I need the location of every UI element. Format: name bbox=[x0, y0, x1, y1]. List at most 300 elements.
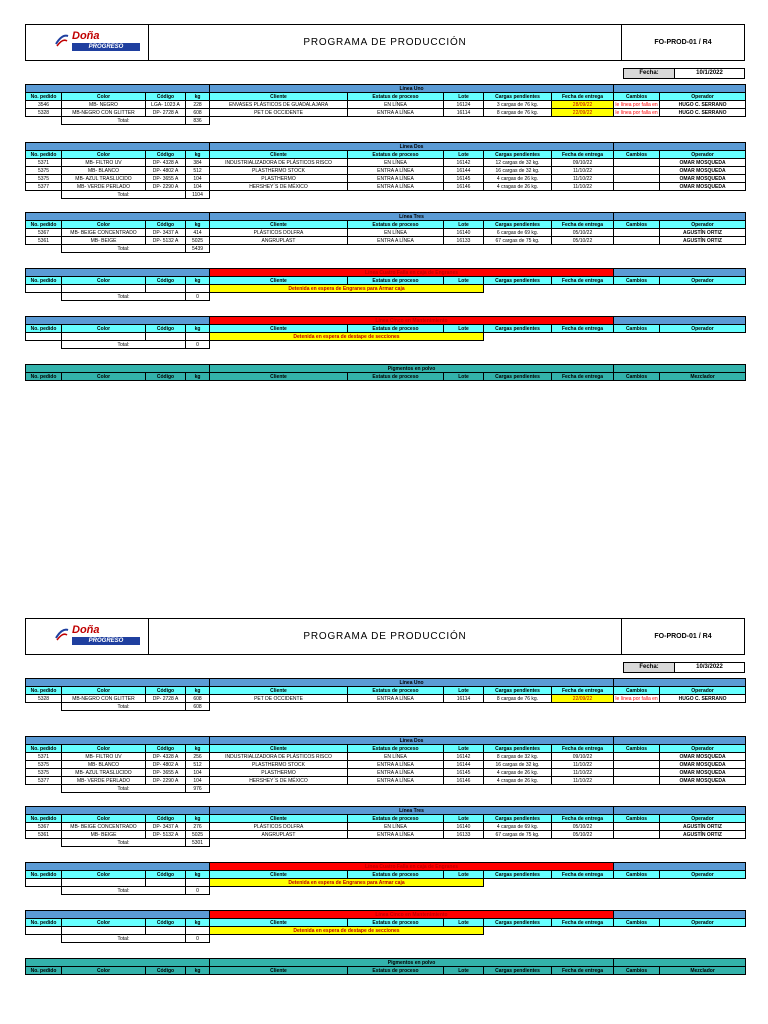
section-title: Pigmentos en polvo bbox=[210, 959, 614, 967]
column-header: Cambios bbox=[614, 325, 660, 333]
table-cell: HUGO C. SERRANO bbox=[660, 101, 746, 109]
table-cell bbox=[614, 175, 660, 183]
table-cell bbox=[614, 167, 660, 175]
date-label: Fecha: bbox=[624, 663, 675, 672]
table-cell: 12 cargas de 32 kg. bbox=[484, 159, 552, 167]
table-cell: HERSHEY´S DE MÉXICO bbox=[210, 777, 348, 785]
table-cell: 104 bbox=[186, 175, 210, 183]
table-row[interactable] bbox=[26, 229, 746, 237]
date-box bbox=[623, 68, 745, 79]
column-header: Fecha de entrega bbox=[552, 325, 614, 333]
table-cell: ANGRUPLAST bbox=[210, 237, 348, 245]
table-cell: DP- 3437 A bbox=[146, 823, 186, 831]
table-cell bbox=[614, 237, 660, 245]
linea-dos-table bbox=[25, 142, 746, 199]
total-value: 0 bbox=[186, 341, 210, 349]
table-cell: 608 bbox=[186, 109, 210, 117]
report-page bbox=[0, 0, 768, 385]
column-header: Estatus de proceso bbox=[348, 151, 444, 159]
column-header: Operador bbox=[660, 815, 746, 823]
table-cell: 8 cargas de 32 kg. bbox=[484, 753, 552, 761]
table-cell bbox=[614, 777, 660, 785]
table-cell: 05/10/22 bbox=[552, 237, 614, 245]
company-logo bbox=[26, 619, 149, 654]
table-cell bbox=[614, 831, 660, 839]
column-header: Código bbox=[146, 919, 186, 927]
table-cell: DP- 4802 A bbox=[146, 761, 186, 769]
pigmentos-table bbox=[25, 958, 746, 975]
table-row[interactable] bbox=[26, 101, 746, 109]
table-row[interactable] bbox=[26, 183, 746, 191]
total-row bbox=[26, 117, 746, 125]
table-cell: 5367 bbox=[26, 229, 62, 237]
section-band bbox=[26, 365, 746, 373]
total-value: 0 bbox=[186, 887, 210, 895]
table-row[interactable] bbox=[26, 777, 746, 785]
table-cell: HUGO C. SERRANO bbox=[660, 109, 746, 117]
column-header: Operador bbox=[660, 277, 746, 285]
column-header: Cargas pendientes bbox=[484, 687, 552, 695]
column-header: No. pedido bbox=[26, 815, 62, 823]
table-cell: OMAR MOSQUEDA bbox=[660, 769, 746, 777]
table-cell: AGUSTÍN ORTIZ bbox=[660, 831, 746, 839]
table-cell: 5375 bbox=[26, 167, 62, 175]
total-value: 5301 bbox=[186, 839, 210, 847]
linea-dos-table bbox=[25, 736, 746, 793]
table-cell: 4 cargas de 26 kg. bbox=[484, 175, 552, 183]
table-cell: 09/10/22 bbox=[552, 753, 614, 761]
company-logo bbox=[26, 25, 149, 60]
table-cell: HUGO C. SERRANO bbox=[660, 695, 746, 703]
column-header: Cargas pendientes bbox=[484, 93, 552, 101]
column-header: Lote bbox=[444, 871, 484, 879]
table-cell: 28/09/22 bbox=[552, 101, 614, 109]
table-row[interactable] bbox=[26, 167, 746, 175]
table-cell: MB- AZUL TRASLUCIDO bbox=[62, 175, 146, 183]
column-header: Mezclador bbox=[660, 967, 746, 975]
table-cell: 67 cargas de 75 kg. bbox=[484, 237, 552, 245]
column-header: Color bbox=[62, 687, 146, 695]
total-row bbox=[26, 245, 746, 253]
linea-uno-table bbox=[25, 84, 746, 125]
logo-name: Doña bbox=[72, 30, 100, 42]
column-header-row bbox=[26, 93, 746, 101]
section-band bbox=[26, 959, 746, 967]
table-cell: 5328 bbox=[26, 695, 62, 703]
total-row bbox=[26, 785, 746, 793]
table-cell: PET DE OCCIDENTE bbox=[210, 109, 348, 117]
table-cell: 5025 bbox=[186, 237, 210, 245]
table-cell: 5361 bbox=[26, 237, 62, 245]
column-header-row bbox=[26, 815, 746, 823]
table-cell: ENTRA A LÍNEA bbox=[348, 769, 444, 777]
table-row[interactable] bbox=[26, 823, 746, 831]
total-label: Total: bbox=[62, 703, 186, 711]
report-header bbox=[25, 618, 745, 655]
column-header: Lote bbox=[444, 325, 484, 333]
table-cell: 4 cargas de 26 kg. bbox=[484, 769, 552, 777]
column-header: kg bbox=[186, 919, 210, 927]
total-label: Total: bbox=[62, 935, 186, 943]
table-cell: 16140 bbox=[444, 823, 484, 831]
column-header: Cambios bbox=[614, 277, 660, 285]
column-header: Cambios bbox=[614, 687, 660, 695]
table-cell: ENTRA A LÍNEA bbox=[348, 695, 444, 703]
table-cell: 512 bbox=[186, 167, 210, 175]
section-title: Línea Cinco en Mantenimiento bbox=[210, 317, 614, 325]
section-band bbox=[26, 213, 746, 221]
table-cell: DP- 3655 A bbox=[146, 175, 186, 183]
table-cell: 5371 bbox=[26, 753, 62, 761]
section-title: Línea Cuatro Falla en caja de Engranes bbox=[210, 269, 614, 277]
table-cell: 384 bbox=[186, 159, 210, 167]
section-band bbox=[26, 317, 746, 325]
column-header-row bbox=[26, 277, 746, 285]
page-title: PROGRAMA DE PRODUCCIÓN bbox=[149, 25, 622, 60]
total-label: Total: bbox=[62, 839, 186, 847]
column-header: Cliente bbox=[210, 325, 348, 333]
column-header: Fecha de entrega bbox=[552, 221, 614, 229]
table-cell: 67 cargas de 75 kg. bbox=[484, 831, 552, 839]
table-cell: 5377 bbox=[26, 777, 62, 785]
table-cell: DP- 2728 A bbox=[146, 695, 186, 703]
table-cell bbox=[614, 183, 660, 191]
column-header: Cliente bbox=[210, 815, 348, 823]
table-cell: 104 bbox=[186, 777, 210, 785]
total-value: 0 bbox=[186, 293, 210, 301]
column-header: Operador bbox=[660, 151, 746, 159]
section-band bbox=[26, 911, 746, 919]
column-header: No. pedido bbox=[26, 871, 62, 879]
table-row[interactable] bbox=[26, 879, 746, 887]
column-header: Cargas pendientes bbox=[484, 815, 552, 823]
table-cell: INDUSTRIALIZADORA DE PLÁSTICOS RISCO bbox=[210, 753, 348, 761]
table-cell: DP- 2290 A bbox=[146, 777, 186, 785]
column-header: Código bbox=[146, 745, 186, 753]
section-title: Línea Cuatro Falla en caja de Engranes bbox=[210, 863, 614, 871]
table-cell bbox=[614, 769, 660, 777]
table-cell: 05/10/22 bbox=[552, 831, 614, 839]
column-header: Cambios bbox=[614, 745, 660, 753]
table-cell: 16145 bbox=[444, 175, 484, 183]
table-cell: 4 cragas de 26 kg. bbox=[484, 183, 552, 191]
table-cell: 256 bbox=[186, 753, 210, 761]
section-band bbox=[26, 863, 746, 871]
table-cell: 22/09/22 bbox=[552, 695, 614, 703]
column-header: Lote bbox=[444, 919, 484, 927]
table-cell: ENTRA A LÍNEA bbox=[348, 831, 444, 839]
table-cell: OMAR MOSQUEDA bbox=[660, 753, 746, 761]
table-cell: ENTRA A LÍNEA bbox=[348, 777, 444, 785]
table-cell: 16146 bbox=[444, 183, 484, 191]
column-header: Cliente bbox=[210, 93, 348, 101]
table-cell: 228 bbox=[186, 101, 210, 109]
table-cell: DP- 2290 A bbox=[146, 183, 186, 191]
column-header: Lote bbox=[444, 151, 484, 159]
table-cell: ENTRA A LÍNEA bbox=[348, 175, 444, 183]
table-cell: 16144 bbox=[444, 167, 484, 175]
column-header: Cargas pendientes bbox=[484, 919, 552, 927]
column-header-row bbox=[26, 151, 746, 159]
column-header: kg bbox=[186, 967, 210, 975]
table-cell: AGUSTÍN ORTIZ bbox=[660, 823, 746, 831]
column-header: Cargas pendientes bbox=[484, 325, 552, 333]
column-header: Operador bbox=[660, 325, 746, 333]
column-header: No. pedido bbox=[26, 967, 62, 975]
column-header: Lote bbox=[444, 277, 484, 285]
table-cell: 5377 bbox=[26, 183, 62, 191]
column-header: Operador bbox=[660, 93, 746, 101]
column-header: Fecha de entrega bbox=[552, 815, 614, 823]
column-header: Código bbox=[146, 373, 186, 381]
section-band bbox=[26, 143, 746, 151]
column-header: Color bbox=[62, 919, 146, 927]
total-row bbox=[26, 935, 746, 943]
total-value: 976 bbox=[186, 785, 210, 793]
table-row[interactable] bbox=[26, 333, 746, 341]
column-header: Fecha de entrega bbox=[552, 277, 614, 285]
column-header-row bbox=[26, 745, 746, 753]
section-band bbox=[26, 679, 746, 687]
table-cell: MB- BEIGE CONCENTRADO bbox=[62, 823, 146, 831]
column-header: Estatus de proceso bbox=[348, 325, 444, 333]
column-header-row bbox=[26, 325, 746, 333]
column-header: kg bbox=[186, 687, 210, 695]
linea-tres-table bbox=[25, 212, 746, 253]
table-cell: EN LÍNEA bbox=[348, 159, 444, 167]
column-header: kg bbox=[186, 815, 210, 823]
table-cell: 3 cargas de 76 kg. bbox=[484, 101, 552, 109]
status-note: Detenida en espera de destape de secciones bbox=[210, 333, 484, 341]
table-cell: 11/10/22 bbox=[552, 175, 614, 183]
table-row[interactable] bbox=[26, 927, 746, 935]
table-cell: DP- 5132 A bbox=[146, 237, 186, 245]
table-cell: 11/10/22 bbox=[552, 167, 614, 175]
report-page bbox=[0, 594, 768, 979]
table-cell: 512 bbox=[186, 761, 210, 769]
column-header-row bbox=[26, 919, 746, 927]
status-note: Detenida en espera de Engranes para Armar caja bbox=[210, 285, 484, 293]
total-value: 0 bbox=[186, 935, 210, 943]
table-cell: MB-NEGRO CON GLITTER bbox=[62, 695, 146, 703]
table-cell: AGUSTÍN ORTIZ bbox=[660, 237, 746, 245]
table-cell: AGUSTÍN ORTIZ bbox=[660, 229, 746, 237]
table-cell: 414 bbox=[186, 229, 210, 237]
column-header: Cliente bbox=[210, 221, 348, 229]
table-cell: DP- 3655 A bbox=[146, 769, 186, 777]
column-header: kg bbox=[186, 93, 210, 101]
table-cell: ENTRA A LÍNEA bbox=[348, 237, 444, 245]
total-value: 1104 bbox=[186, 191, 210, 199]
column-header: Código bbox=[146, 151, 186, 159]
column-header: kg bbox=[186, 373, 210, 381]
total-row bbox=[26, 191, 746, 199]
table-cell: OMAR MOSQUEDA bbox=[660, 175, 746, 183]
column-header: Cambios bbox=[614, 221, 660, 229]
column-header: Estatus de proceso bbox=[348, 93, 444, 101]
column-header: Código bbox=[146, 815, 186, 823]
total-label: Total: bbox=[62, 191, 186, 199]
column-header: kg bbox=[186, 221, 210, 229]
total-value: 608 bbox=[186, 703, 210, 711]
table-cell: LGA- 1023 A bbox=[146, 101, 186, 109]
total-label: Total: bbox=[62, 887, 186, 895]
column-header: Lote bbox=[444, 687, 484, 695]
table-cell: 5367 bbox=[26, 823, 62, 831]
column-header: Color bbox=[62, 871, 146, 879]
column-header: kg bbox=[186, 871, 210, 879]
column-header: Color bbox=[62, 151, 146, 159]
column-header: Fecha de entrega bbox=[552, 871, 614, 879]
column-header: Fecha de entrega bbox=[552, 967, 614, 975]
table-cell: EN LÍNEA bbox=[348, 753, 444, 761]
table-cell: DP- 4328 A bbox=[146, 159, 186, 167]
column-header: No. pedido bbox=[26, 277, 62, 285]
table-cell bbox=[614, 159, 660, 167]
section-title: Línea Dos bbox=[210, 143, 614, 151]
table-cell: PLÁSTICOS DOLFRA bbox=[210, 229, 348, 237]
table-cell: 16144 bbox=[444, 761, 484, 769]
linea-cuatro-table bbox=[25, 268, 746, 301]
table-cell: MB- AZUL TRASLUCIDO bbox=[62, 769, 146, 777]
column-header: Operador bbox=[660, 745, 746, 753]
column-header: Cargas pendientes bbox=[484, 745, 552, 753]
table-cell: 5025 bbox=[186, 831, 210, 839]
table-cell: 5375 bbox=[26, 175, 62, 183]
table-cell: 16146 bbox=[444, 777, 484, 785]
table-cell: 104 bbox=[186, 183, 210, 191]
column-header: Estatus de proceso bbox=[348, 919, 444, 927]
section-band bbox=[26, 807, 746, 815]
page-title: PROGRAMA DE PRODUCCIÓN bbox=[149, 619, 622, 654]
column-header: Estatus de proceso bbox=[348, 871, 444, 879]
column-header: Fecha de entrega bbox=[552, 919, 614, 927]
table-cell: 4 cargas de 69 kg. bbox=[484, 823, 552, 831]
column-header: kg bbox=[186, 325, 210, 333]
table-cell: 11/10/22 bbox=[552, 761, 614, 769]
table-row[interactable] bbox=[26, 109, 746, 117]
column-header: Estatus de proceso bbox=[348, 815, 444, 823]
table-cell: HERSHEY´S DE MÉXICO bbox=[210, 183, 348, 191]
table-row[interactable] bbox=[26, 831, 746, 839]
section-band bbox=[26, 269, 746, 277]
column-header: kg bbox=[186, 745, 210, 753]
date-value[interactable]: 10/3/2022 bbox=[696, 664, 723, 670]
linea-cinco-table bbox=[25, 910, 746, 943]
column-header: Código bbox=[146, 967, 186, 975]
linea-uno-table bbox=[25, 678, 746, 711]
table-cell: EN LÍNEA bbox=[348, 101, 444, 109]
column-header: No. pedido bbox=[26, 93, 62, 101]
document-code: FO-PROD-01 / R4 bbox=[654, 39, 712, 46]
column-header: Cambios bbox=[614, 93, 660, 101]
table-cell: DP- 4802 A bbox=[146, 167, 186, 175]
column-header: Cambios bbox=[614, 373, 660, 381]
column-header: Código bbox=[146, 221, 186, 229]
table-cell: PLASTHERMO bbox=[210, 175, 348, 183]
table-cell: MB- BEIGE CONCENTRADO bbox=[62, 229, 146, 237]
table-cell: MB- NEGRO bbox=[62, 101, 146, 109]
table-cell: le línea por falla en bbox=[615, 101, 658, 108]
table-cell: PLÁSTICOS DOLFRA bbox=[210, 823, 348, 831]
section-title: Línea Dos bbox=[210, 737, 614, 745]
table-row[interactable] bbox=[26, 769, 746, 777]
column-header: Estatus de proceso bbox=[348, 745, 444, 753]
column-header: No. pedido bbox=[26, 151, 62, 159]
table-cell: INDUSTRIALIZADORA DE PLÁSTICOS RISCO bbox=[210, 159, 348, 167]
section-title: Línea Tres bbox=[210, 213, 614, 221]
table-cell: 8 cargas de 76 kg. bbox=[484, 109, 552, 117]
table-cell: DP- 2728 A bbox=[146, 109, 186, 117]
table-cell: 5361 bbox=[26, 831, 62, 839]
table-cell: 11/10/22 bbox=[552, 777, 614, 785]
table-cell: PET DE OCCIDENTE bbox=[210, 695, 348, 703]
column-header: Operador bbox=[660, 919, 746, 927]
table-cell: MB- FILTRO UV bbox=[62, 159, 146, 167]
table-cell: 6 cargas de 69 kg. bbox=[484, 229, 552, 237]
table-cell: MB- VERDE PERLADO bbox=[62, 183, 146, 191]
column-header: Cargas pendientes bbox=[484, 967, 552, 975]
total-label: Total: bbox=[62, 293, 186, 301]
column-header: kg bbox=[186, 277, 210, 285]
table-cell: 5328 bbox=[26, 109, 62, 117]
table-cell: 608 bbox=[186, 695, 210, 703]
column-header-row bbox=[26, 221, 746, 229]
table-cell bbox=[614, 761, 660, 769]
column-header: Cliente bbox=[210, 373, 348, 381]
column-header: kg bbox=[186, 151, 210, 159]
column-header: Fecha de entrega bbox=[552, 687, 614, 695]
column-header: Lote bbox=[444, 815, 484, 823]
column-header: Color bbox=[62, 93, 146, 101]
column-header-row bbox=[26, 967, 746, 975]
table-row[interactable] bbox=[26, 175, 746, 183]
section-title: Línea Cinco en Mantenimiento bbox=[210, 911, 614, 919]
table-row[interactable] bbox=[26, 285, 746, 293]
report-header bbox=[25, 24, 745, 61]
table-cell: 5375 bbox=[26, 769, 62, 777]
column-header: Lote bbox=[444, 745, 484, 753]
table-cell: OMAR MOSQUEDA bbox=[660, 167, 746, 175]
column-header: Color bbox=[62, 967, 146, 975]
date-value[interactable]: 10/1/2022 bbox=[696, 70, 723, 76]
column-header: Cliente bbox=[210, 151, 348, 159]
column-header: Estatus de proceso bbox=[348, 687, 444, 695]
table-cell: MB- VERDE PERLADO bbox=[62, 777, 146, 785]
table-row[interactable] bbox=[26, 237, 746, 245]
table-cell: 4 cragas de 26 kg. bbox=[484, 777, 552, 785]
table-cell: PLASTHERMO STOCK bbox=[210, 761, 348, 769]
table-cell: 16133 bbox=[444, 831, 484, 839]
table-cell: 16114 bbox=[444, 109, 484, 117]
table-cell: 104 bbox=[186, 769, 210, 777]
column-header: Color bbox=[62, 277, 146, 285]
table-cell: DP- 5132 A bbox=[146, 831, 186, 839]
column-header: No. pedido bbox=[26, 325, 62, 333]
section-title: Línea Uno bbox=[210, 679, 614, 687]
linea-cuatro-table bbox=[25, 862, 746, 895]
table-row[interactable] bbox=[26, 695, 746, 703]
column-header: Operador bbox=[660, 871, 746, 879]
table-cell: OMAR MOSQUEDA bbox=[660, 761, 746, 769]
column-header: Lote bbox=[444, 221, 484, 229]
table-row[interactable] bbox=[26, 753, 746, 761]
section-title: Línea Uno bbox=[210, 85, 614, 93]
column-header: Mezclador bbox=[660, 373, 746, 381]
column-header: Lote bbox=[444, 93, 484, 101]
table-row[interactable] bbox=[26, 761, 746, 769]
table-row[interactable] bbox=[26, 159, 746, 167]
